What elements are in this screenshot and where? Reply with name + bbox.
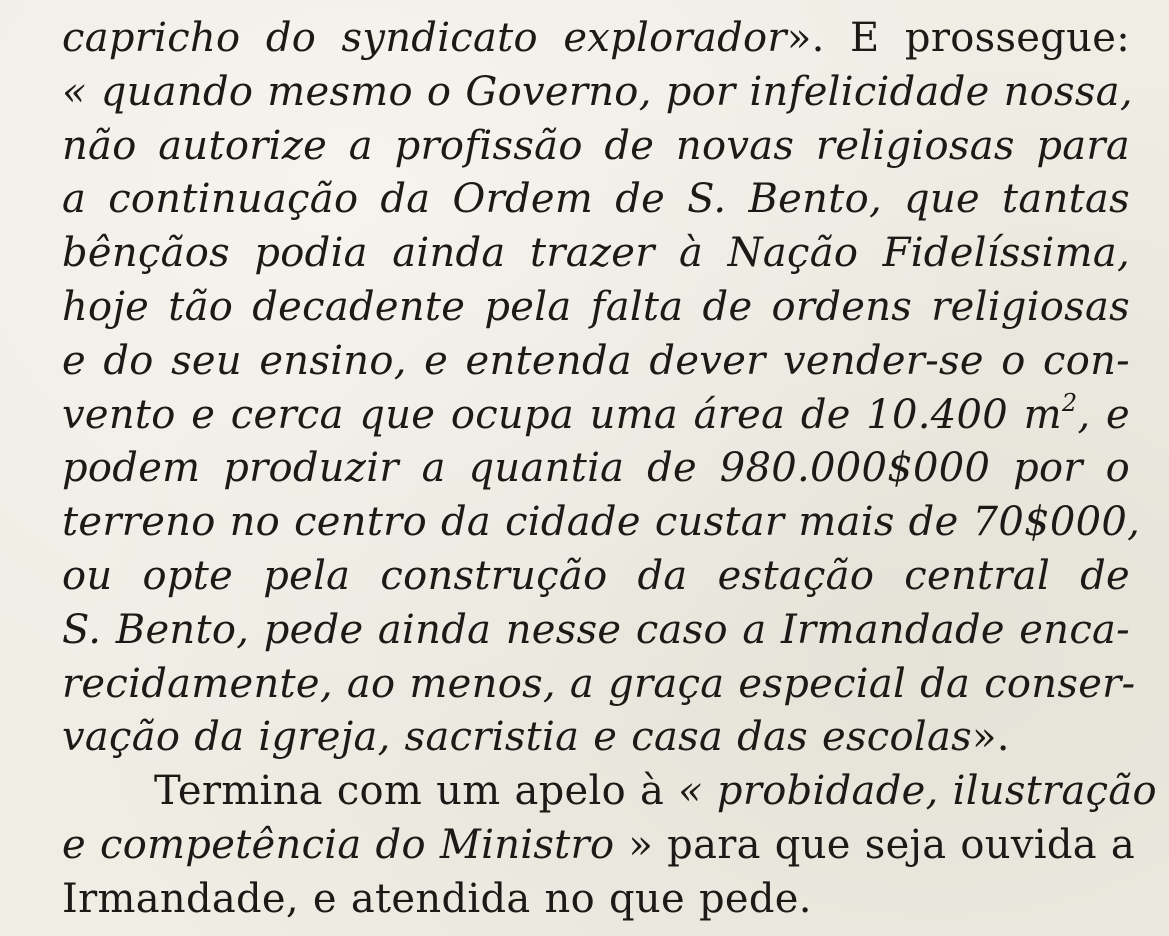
text-line-5: bênçãos podia ainda trazer à Nação Fidelíssima, [62,230,1130,277]
text-line-2: « quando mesmo o Governo, por infelicidade nossa, [62,68,1133,115]
text-line-14: vação da igreja, sacristia e casa das escolas». [62,714,1010,761]
text-line-13: recidamente, ao menos, a graça especial da conser- [62,660,1136,707]
text-line-12: S. Bento, pede ainda nesse caso a Irmandade enca- [62,606,1130,653]
text-line-9: podem produzir a quantia de 980.000$000 por o [62,445,1130,492]
superscript: 2 [1061,388,1078,417]
text-line-10: terreno no centro da cidade custar mais de 70$000, [62,499,1141,546]
text-line-8: vento e cerca que ocupa uma área de 10.400 $m^2$, e [62,388,1130,438]
text-line-15: Termina com um apelo à « probidade, ilustração [154,768,1157,815]
text-line-1: capricho do syndicato explorador». E prossegue: [62,15,1130,61]
text-line-3: não autorize a profissão de novas religiosas para [62,122,1130,169]
text-line-7: e do seu ensino, e entenda dever vender-se o con- [62,337,1130,384]
text-line-6: hoje tão decadente pela falta de ordens religiosas [62,283,1130,330]
text-line-11: ou opte pela construção da estação central de [62,552,1130,599]
body-text [62,12,1157,927]
text-line-4: a continuação da Ordem de S. Bento, que tantas [62,176,1130,223]
text-line-17: Irmandade, e atendida no que pede. [62,875,812,922]
text-line-16: e competência do Ministro » para que seja ouvida a [62,821,1136,868]
